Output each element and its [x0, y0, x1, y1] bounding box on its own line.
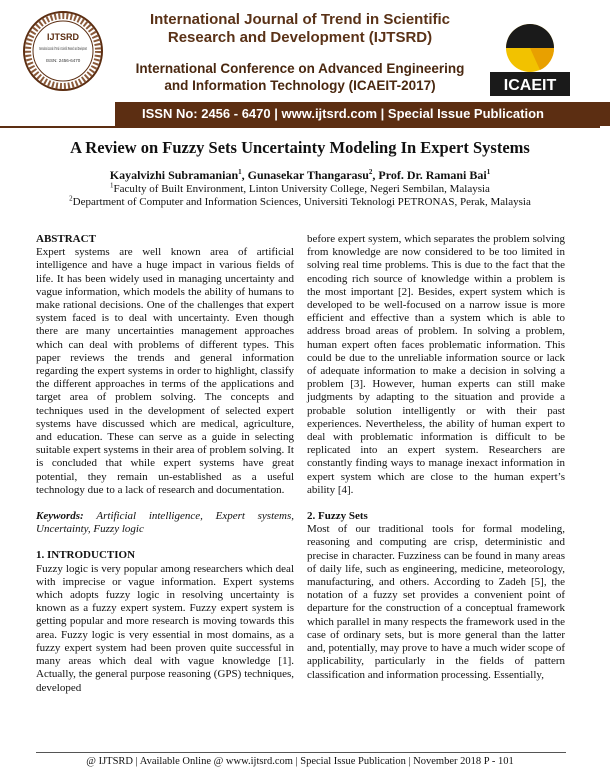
logo-left-text: IJTSRD [46, 32, 80, 42]
affiliation-2: $^2$Department of Computer and Information Sciences, Universiti Teknologi PETRONAS, Perak, Malaysia [69, 194, 531, 208]
intro-heading: 1. INTRODUCTION [36, 549, 136, 562]
logo-right-text: ICAEIT [503, 77, 557, 94]
affiliation-1: $^1$Faculty of Built Environment, Linton University College, Negeri Sembilan, Malaysia [110, 181, 490, 195]
icaeit-logo [480, 18, 576, 98]
keywords-text: Artificial intelligence, Expert systems, Uncertainty, Fuzzy logic [36, 510, 294, 536]
paper-title: A Review on Fuzzy Sets Uncertainty Modeling In Expert Systems [70, 138, 530, 157]
intro-continued-text: before expert system, which separates the problem solving from knowledge are now considered to be too limited in solving real time problems. This is due to the fact that the encoding rich source of knowledge within a problem is the most important [2]. Besides, expert system which is developed to be well-focused on a narrow issue is more efficient and effective than a system which is able to address broad areas of problem. In solving a problem, human expert often faces problematic information. This could be due to the unreliable information source or lack of adequate information to make a decision in solving a problem [3]. However, human experts can still make judgments by adapting to the situation and provide a probable solution intelligently or with their past experiences. Nevertheless, the ability of human expert to deal with problematic information is difficult to be replicated into an expert system. Researchers are constantly finding ways to manage inexact information in expert system which are close to the human expert’s ability [4]. [307, 233, 565, 496]
page-number: P - 101 [483, 756, 514, 767]
journal-name-line2: Research and Development (IJTSRD) [167, 29, 433, 46]
keywords-label: Keywords: [36, 510, 84, 523]
abstract-heading: ABSTRACT [36, 233, 96, 245]
header-divider [0, 126, 600, 128]
issn-bar: ISSN No: 2456 - 6470 | www.ijtsrd.com | Special Issue Publication [115, 102, 610, 126]
author-name: Prof. Dr. Ramani Bai [378, 168, 487, 182]
keywords [36, 510, 294, 536]
logo-left-issn: ISSN: 2456-6470 [45, 58, 81, 63]
left-column [36, 233, 294, 695]
journal-header [0, 0, 600, 104]
author-list: Kayalvizhi Subramanian$^1$, Gunasekar Thangarasu$^2$, Prof. Dr. Ramani Bai$^1$ [109, 168, 491, 182]
logo-left-ring: International Journal of Trend in Scientific Research and Development [39, 46, 88, 51]
fuzzy-sets-heading: 2. Fuzzy Sets [307, 510, 368, 523]
fuzzy-sets-text: Most of our traditional tools for formal modeling, reasoning and computing are crisp, deterministic and precise in character. Fuzziness can be found in many areas of daily life, such as engineering, medicine, meteorology, manufacturing, and others. According to Zadeh [5], the notation of a fuzzy set provides a convenient point of departure for the construction of a conceptual framework which parallel in many respects the framework used in the case of ordinary sets, but is more general than the latter and, potentially, may prove to have a much wider scope of applicability, particularly in the fields of pattern classification and information processing. Essentially, [307, 523, 565, 681]
abstract-text: Expert systems are well known area of artificial intelligence and have a huge impact in various fields of life. It has been widely used in managing uncertainty and vague information, which models the ability of humans to make rational decisions. One of the challenges that expert system faced is to deal with uncertainty. Even though there are many uncertainties management approaches which can deal with problems of different types. This paper reviews the trends and general information regarding the expert systems in order to highlight, classify the different approaches in terms of the applications and target area of problem solving. The concepts and techniques used in the development of selected expert systems have discussed which are medical, agriculture, and education. These can serve as a guide in selecting suitable expert systems in their area of problem solving. It is concluded that while expert systems have great potential, they remain un-established as a useful technology due to a lack of research and documentation. [36, 246, 294, 496]
conference-name-line1: International Conference on Advanced Engineering [135, 61, 465, 76]
page-footer [0, 755, 600, 769]
footer-divider [36, 752, 566, 753]
ijtsrd-logo [22, 10, 104, 92]
author-name: Gunasekar Thangarasu [247, 168, 369, 182]
intro-text: Fuzzy logic is very popular among researchers which deal with imprecise or vague information. Expert systems which adopts fuzzy logic in resolving uncertainty is known as a fuzzy expert system. Fuzzy expert system is getting popular and more research is moving towards this area. Fuzzy logic is very essential in most domains, as a fuzzy expert system had been proven quite successful in many areas which deal with vague knowledge [1]. Actually, the general purpose reasoning (GPS) techniques, developed [36, 562, 294, 694]
right-column [307, 233, 565, 682]
journal-name-line1: International Journal of Trend in Scientific [149, 11, 451, 28]
footer-text: @ IJTSRD | Available Online @ www.ijtsrd.com | Special Issue Publication | November 2018 [86, 756, 482, 767]
conference-name-line2: and Information Technology (ICAEIT-2017) [164, 78, 436, 93]
author-name: Kayalvizhi Subramanian [109, 168, 239, 182]
